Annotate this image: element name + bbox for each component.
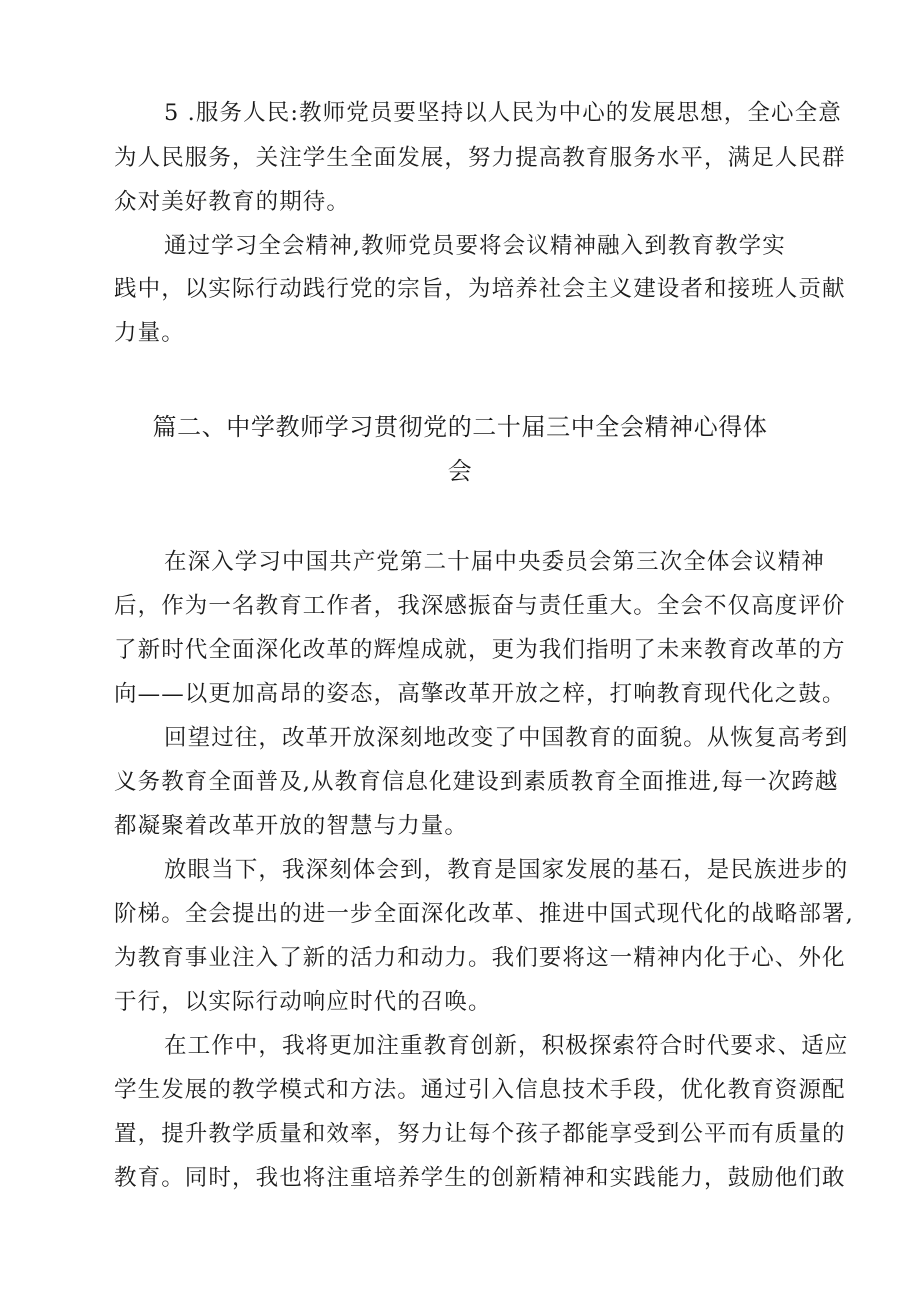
text-line: 在工作中，我将更加注重教育创新，积极探索符合时代要求、适应 [164, 1033, 849, 1059]
text-line: 放眼当下，我深刻体会到，教育是国家发展的基石，是民族进步的 [164, 857, 849, 883]
text-line: 教育。同时，我也将注重培养学生的创新精神和实践能力，鼓励他们敢 [114, 1165, 846, 1191]
text-line: 都凝聚着改革开放的智慧与力量。 [114, 813, 469, 839]
text-line: 义务教育全面普及,从教育信息化建设到素质教育全面推进,每一次跨越 [114, 769, 839, 795]
text-line: 于行，以实际行动响应时代的召唤。 [114, 989, 492, 1015]
text-line: 践中，以实际行动践行党的宗旨，为培养社会主义建设者和接班人贡献 [114, 276, 846, 302]
text-line: 为教育事业注入了新的活力和动力。我们要将这一精神内化于心、外化 [114, 945, 846, 971]
text-line: 在深入学习中国共产党第二十届中央委员会第三次全体会议精神 [164, 549, 825, 575]
section-heading: 篇二、中学教师学习贯彻党的二十届三中全会精神心得体 [152, 413, 768, 441]
text-line: 了新时代全面深化改革的辉煌成就，更为我们指明了未来教育改革的方 [114, 637, 846, 663]
text-line: 学生发展的教学模式和方法。通过引入信息技术手段，优化教育资源配 [114, 1077, 846, 1103]
text-line: 力量。 [114, 320, 185, 346]
text-line: 向——以更加高昂的姿态，高擎改革开放之梓，打响教育现代化之鼓。 [114, 681, 846, 707]
text-line: 众对美好教育的期待。 [114, 189, 351, 215]
text-line: 通过学习全会精神,教师党员要将会议精神融入到教育教学实 [164, 233, 786, 259]
text-line: 为人民服务，关注学生全面发展，努力提高教育服务水平，满足人民群 [114, 145, 846, 171]
section-heading-continued: 会 [447, 457, 473, 485]
text-line: 后，作为一名教育工作者，我深感振奋与责任重大。全会不仅高度评价 [114, 593, 846, 619]
text-line: 5 .服务人民:教师党员要坚持以人民为中心的发展思想，全心全意 [164, 100, 842, 126]
text-line: 置，提升教学质量和效率，努力让每个孩子都能享受到公平而有质量的 [114, 1121, 846, 1147]
text-line: 回望过往，改革开放深刻地改变了中国教育的面貌。从恢复高考到 [164, 725, 849, 751]
text-line: 阶梯。全会提出的进一步全面深化改革、推进中国式现代化的战略部署, [114, 901, 854, 927]
